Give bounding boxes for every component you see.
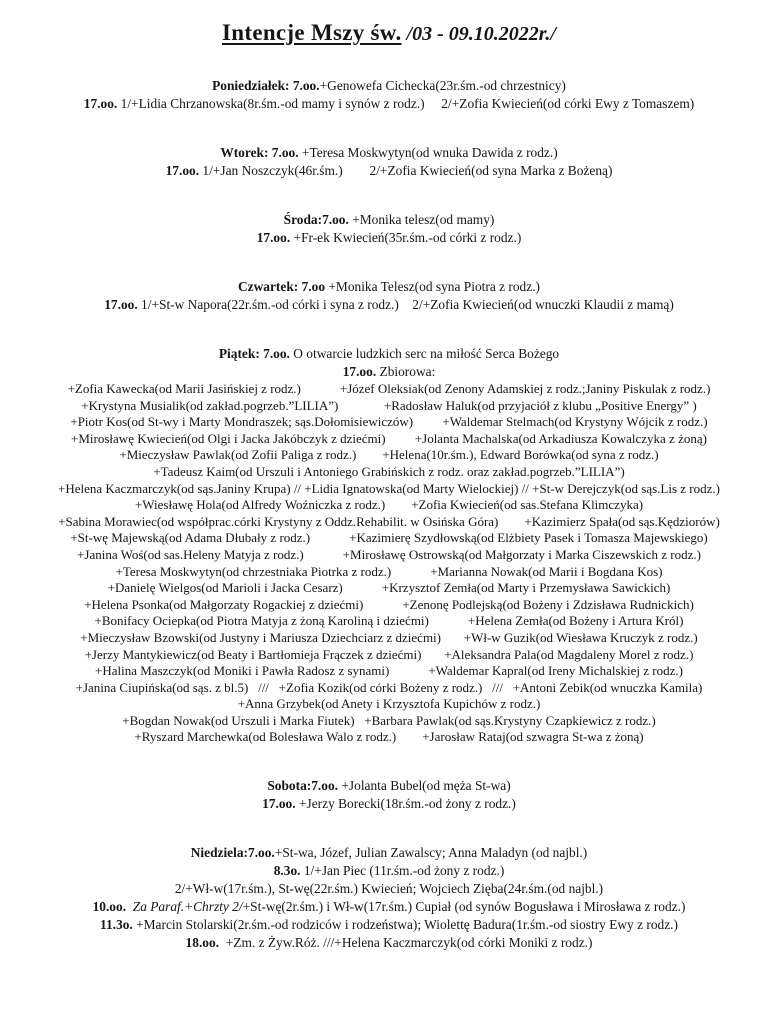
text-segment: +Helena Kaczmarczyk(od sąs.Janiny Krupa) // +Lidia Ignatowska(od Marty Wielockiej) // +St-w Derejczyk(od sąs.Lis z rodz.)	[58, 480, 720, 496]
day-block-czwartek	[0, 278, 778, 314]
intention-line	[0, 363, 778, 381]
intention-line	[0, 345, 778, 363]
intention-line	[0, 862, 778, 880]
text-segment: 17.oo.	[342, 364, 377, 379]
text-segment: Poniedziałek: 7.oo.	[212, 78, 320, 93]
text-segment: +Mirosławę Kwiecień(od Olgi i Jacka Jakóbczyk z dziećmi) +Jolanta Machalska(od Arkadiusza Kowalczyka z żoną)	[71, 430, 707, 446]
text-segment: 17.oo.	[165, 163, 200, 178]
intention-line	[0, 296, 778, 314]
text-segment: 1/+Lidia Chrzanowska(8r.śm.-od mamy i synów z rodz.) 2/+Zofia Kwiecień(od córki Ewy z Tomaszem)	[117, 96, 695, 111]
text-segment: +Teresa Moskwytyn(od wnuka Dawida z rodz.)	[298, 145, 558, 160]
text-segment: +Mieczysław Bzowski(od Justyny i Mariusza Dziechciarz z dziećmi) +Wł-w Guzik(od Wiesława Kruczyk z rodz.)	[80, 629, 698, 645]
text-segment: Sobota:7.oo.	[267, 778, 339, 794]
intention-line	[0, 729, 778, 746]
intention-line	[0, 696, 778, 713]
intention-line	[0, 398, 778, 415]
intention-line	[0, 777, 778, 795]
text-segment: +St-wa, Józef, Julian Zawalscy; Anna Maladyn (od najbl.)	[274, 845, 588, 861]
text-segment: +Janina Woś(od sas.Heleny Matyja z rodz.) +Mirosławę Ostrowską(od Małgorzaty i Marka Ciszewskich z rodz.)	[77, 546, 701, 562]
text-segment: +Fr-ek Kwiecień(35r.śm.-od córki z rodz.)	[290, 230, 522, 245]
intention-line	[0, 613, 778, 630]
text-segment: 8.3o.	[273, 863, 301, 879]
text-segment: Zbiorowa:	[376, 364, 436, 379]
text-segment: 1/+St-w Napora(22r.śm.-od córki i syna z rodz.) 2/+Zofia Kwiecień(od wnuczki Klaudii z mamą)	[137, 297, 674, 312]
intention-line	[0, 844, 778, 862]
day-block-piatek	[0, 345, 778, 746]
day-block-niedziela	[0, 844, 778, 952]
text-segment: Wtorek: 7.oo.	[220, 145, 299, 160]
text-segment: +Mieczysław Pawlak(od Zofii Paliga z rodz.) +Helena(10r.śm.), Edward Borówka(od syna z rodz.)	[119, 447, 659, 463]
text-segment: +Piotr Kos(od St-wy i Marty Mondraszek; sąs.Dołomisiewiczów) +Waldemar Stelmach(od Krystyny Wójcik z rodz.)	[70, 414, 708, 430]
intention-line	[0, 916, 778, 934]
intention-line	[0, 795, 778, 813]
text-segment: +Bonifacy Ociepka(od Piotra Matyja z żoną Karoliną i dziećmi) +Helena Zemła(od Bożeny i Artura Król)	[94, 613, 684, 629]
text-segment: +Marcin Stolarski(2r.śm.-od rodziców i rodzeństwa); Wiolettę Badura(1r.śm.-od siostry Ewy z rodz.)	[132, 917, 678, 933]
text-segment: +Teresa Moskwytyn(od chrzestniaka Piotrka z rodz.) +Marianna Nowak(od Marii i Bogdana Kos)	[115, 563, 663, 579]
intention-line	[0, 597, 778, 614]
text-segment: O otwarcie ludzkich serc na miłość Serca Bożego	[289, 346, 560, 361]
intention-line	[0, 144, 778, 162]
text-segment: +Monika telesz(od mamy)	[348, 212, 495, 227]
text-segment: +Monika Telesz(od syna Piotra z rodz.)	[325, 279, 540, 294]
text-segment: +Jerzy Borecki(18r.śm.-od żony z rodz.)	[295, 796, 516, 812]
intention-line	[0, 647, 778, 664]
text-segment: +Zm. z Żyw.Róż. ///+Helena Kaczmarczyk(od córki Moniki z rodz.)	[219, 935, 593, 951]
intention-line	[0, 497, 778, 514]
intention-line	[0, 464, 778, 481]
text-segment: 17.oo.	[262, 796, 296, 812]
title-main: Intencje Mszy św.	[222, 20, 402, 45]
text-segment: +St-wę Majewską(od Adama Dłubały z rodz.) +Kazimierę Szydłowską(od Elżbiety Pasek i Tomasza Majewskiego)	[70, 530, 708, 546]
intention-line	[0, 447, 778, 464]
document-body	[0, 77, 778, 952]
page-title	[0, 20, 778, 46]
text-segment: 18.oo.	[185, 935, 220, 951]
intention-line	[0, 211, 778, 229]
text-segment: +Wiesławę Hola(od Alfredy Woźniczka z rodz.) +Zofia Kwiecień(od sas.Stefana Klimczyka)	[134, 497, 644, 513]
day-block-poniedzialek	[0, 77, 778, 113]
text-segment: +St-wę(2r.śm.) i Wł-w(17r.śm.) Cupiał (od synów Bogusława i Mirosława z rodz.)	[242, 899, 686, 915]
intention-line	[0, 530, 778, 547]
text-segment: +Tadeusz Kaim(od Urszuli i Antoniego Grabińskich z rodz. oraz zakład.pogrzeb.”LILIA”)	[153, 463, 625, 479]
intention-line	[0, 95, 778, 113]
text-segment: +Jerzy Mantykiewicz(od Beaty i Bartłomieja Frączek z dziećmi) +Aleksandra Pala(od Magdaleny Morel z rodz.)	[84, 646, 694, 662]
intention-line	[0, 162, 778, 180]
text-segment: +Halina Maszczyk(od Moniki i Pawła Radosz z synami) +Waldemar Kapral(od Ireny Michalskiej z rodz.)	[95, 663, 683, 679]
text-segment: +Danielę Wielgos(od Marioli i Jacka Cesarz) +Krzysztof Zemła(od Marty i Przemysława Sawickich)	[107, 580, 671, 596]
title-date: /03 - 09.10.2022r./	[401, 23, 556, 45]
text-segment: 2/+Wł-w(17r.śm.), St-wę(22r.śm.) Kwiecień; Wojciech Zięba(24r.śm.(od najbl.)	[174, 881, 604, 897]
intention-line	[0, 77, 778, 95]
intention-line	[0, 580, 778, 597]
text-segment: 1/+Jan Noszczyk(46r.śm.) 2/+Zofia Kwiecień(od syna Marka z Bożeną)	[199, 163, 613, 178]
text-segment: Środa:7.oo.	[283, 212, 349, 227]
text-segment: +Genowefa Cichecka(23r.śm.-od chrzestnicy)	[319, 78, 566, 93]
text-segment: +Anna Grzybek(od Anety i Krzysztofa Kupichów z rodz.)	[237, 696, 541, 712]
text-segment: +Jolanta Bubel(od męża St-wa)	[338, 778, 511, 794]
text-segment: 17.oo.	[104, 297, 138, 312]
text-segment: +Janina Ciupińska(od sąs. z bl.5) /// +Zofia Kozik(od córki Bożeny z rodz.) /// +Antoni Zebik(od wnuczka Kamila)	[75, 679, 703, 695]
intention-line	[0, 934, 778, 952]
intention-line	[0, 564, 778, 581]
text-segment: +Sabina Morawiec(od współprac.córki Krystyny z Oddz.Rehabilit. w Osińska Góra) +Kazimierz Spała(od sąs.Kędziorów)	[58, 513, 720, 529]
day-block-sobota	[0, 777, 778, 813]
intention-line	[0, 713, 778, 730]
text-segment: +Helena Psonka(od Małgorzaty Rogackiej z dziećmi) +Zenonę Podlejską(od Bożeny i Zdzisława Rudnickich)	[84, 596, 694, 612]
text-segment: 17.oo.	[256, 230, 291, 245]
text-segment: Czwartek: 7.oo	[238, 279, 326, 294]
intention-line	[0, 630, 778, 647]
text-segment: 11.3o.	[100, 917, 133, 933]
intention-line	[0, 229, 778, 247]
text-segment: 17.oo.	[83, 96, 118, 111]
text-segment: 1/+Jan Piec (11r.śm.-od żony z rodz.)	[300, 863, 505, 879]
text-segment: 10.oo.	[92, 899, 127, 915]
text-segment: +Krystyna Musialik(od zakład.pogrzeb.”LILIA”) +Radosław Haluk(od przyjaciół z klubu „Positive Energy” )	[81, 397, 697, 413]
day-block-wtorek	[0, 144, 778, 180]
intention-line	[0, 680, 778, 697]
text-segment: Niedziela:7.oo.	[190, 845, 275, 861]
intention-line	[0, 514, 778, 531]
intention-line	[0, 278, 778, 296]
text-segment: +Ryszard Marchewka(od Bolesława Walo z rodz.) +Jarosław Rataj(od szwagra St-wa z żoną)	[134, 729, 644, 745]
day-block-sroda	[0, 211, 778, 247]
intention-line	[0, 880, 778, 898]
intention-line	[0, 663, 778, 680]
intention-line	[0, 481, 778, 498]
text-segment: Za Paraf.+Chrzty 2/	[126, 899, 243, 915]
intention-line	[0, 414, 778, 431]
text-segment: Piątek: 7.oo.	[218, 346, 290, 361]
intention-line	[0, 431, 778, 448]
intention-line	[0, 381, 778, 398]
text-segment: +Zofia Kawecka(od Marii Jasińskiej z rodz.) +Józef Oleksiak(od Zenony Adamskiej z rodz.;Janiny Piskulak z rodz.)	[67, 381, 711, 396]
intention-line	[0, 898, 778, 916]
text-segment: +Bogdan Nowak(od Urszuli i Marka Fiutek) +Barbara Pawlak(od sąs.Krystyny Czapkiewicz z rodz.)	[122, 712, 656, 728]
intention-line	[0, 547, 778, 564]
